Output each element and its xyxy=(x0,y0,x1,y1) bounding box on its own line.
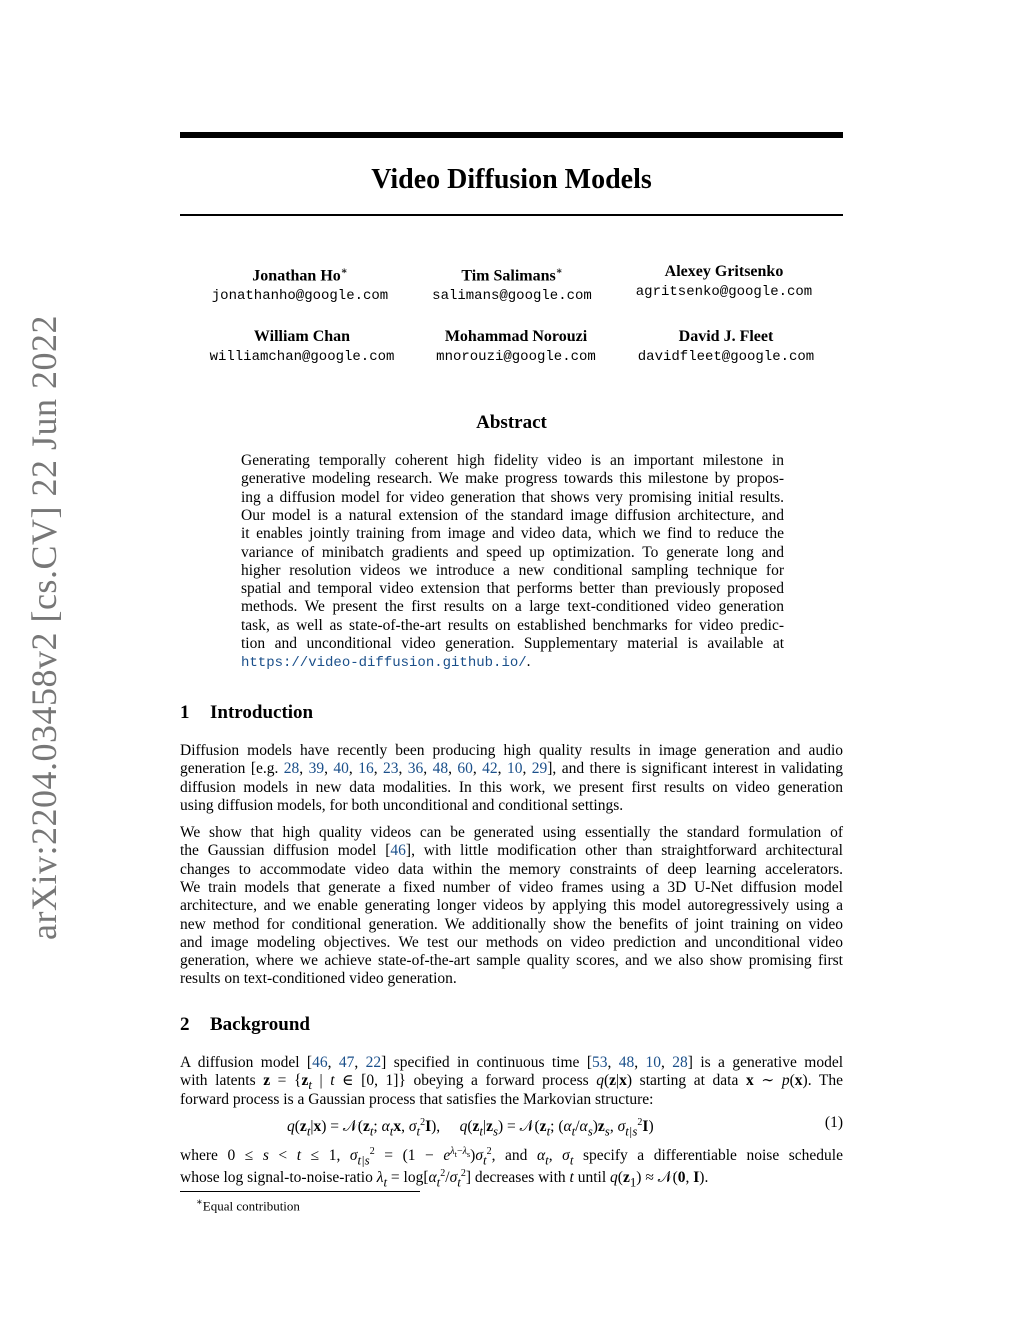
paper-title: Video Diffusion Models xyxy=(371,164,652,195)
citation-link[interactable]: 23 xyxy=(382,760,399,778)
body-line: new method for conditional generation. We additionally show the benefits of joint training on video xyxy=(180,915,843,933)
author-email: mnorouzi@google.com xyxy=(436,349,596,365)
author-name: William Chan xyxy=(253,328,351,345)
citation-link[interactable]: 53 xyxy=(591,1054,608,1071)
body-line: forward process is a Gaussian process that satisfies the Markovian structure: xyxy=(180,1090,654,1108)
author-name: Alexey Gritsenko xyxy=(664,263,784,280)
abstract-line: spatial and temporal video extension that performs better than previously proposed xyxy=(241,580,784,598)
abstract-line: ing a diffusion model for video generation that shows very promising initial results. xyxy=(241,488,784,506)
body-line: diffusion models in new data modalities. In this work, we present first results on video generation xyxy=(180,778,843,796)
author-name: Jonathan Ho∗ xyxy=(252,266,348,285)
footnote: ∗Equal contribution xyxy=(196,1197,300,1214)
body-line: We train models that generate a fixed number of video frames using a 3D U-Net diffusion model xyxy=(180,878,843,896)
citation-link[interactable]: 40 xyxy=(333,760,349,778)
author-email: jonathanho@google.com xyxy=(211,288,389,305)
body-line: Diffusion models have recently been producing high quality results in image generation and audio xyxy=(180,742,843,759)
equation-expression: $q(z_t|x)$ = $𝒩(z_t$; $\alpha_tx$, $\sigma_t^2I$), $q(z_t|z_s)$ = $𝒩(z_t$; $(\alpha_t/\alpha_s)z_s$, $\sigma_{t|s}^2I$) xyxy=(287,1117,654,1139)
author-name: Tim Salimans∗ xyxy=(461,266,563,285)
section-heading-introduction: 1 Introduction xyxy=(180,702,314,723)
body-line: the Gaussian diffusion model [46], with little modification other than straightforward architectural xyxy=(180,842,843,860)
author-name: Mohammad Norouzi xyxy=(444,328,588,345)
citation-link[interactable]: 10 xyxy=(506,760,523,778)
body-line: generation [e.g. 28, 39, 40, 16, 23, 36, 48, 60, 42, 10, 29], and there is significant interest in validating xyxy=(180,760,844,778)
citation-link[interactable]: 36 xyxy=(407,760,424,778)
citation-link[interactable]: 28 xyxy=(672,1054,688,1071)
supplementary-link[interactable]: https://video-diffusion.github.io/ xyxy=(241,655,527,672)
author-block xyxy=(596,327,856,367)
citation-link[interactable]: 46 xyxy=(312,1054,328,1071)
footnote-rule xyxy=(180,1191,420,1192)
author-email: williamchan@google.com xyxy=(209,349,395,365)
abstract-heading: Abstract xyxy=(476,412,547,433)
citation-link[interactable]: 47 xyxy=(338,1054,355,1071)
section-heading-background: 2 Background xyxy=(180,1014,310,1035)
abstract-line: generative modeling research. We make progress towards this milestone by propos- xyxy=(241,470,784,488)
citation-link[interactable]: 42 xyxy=(482,760,498,778)
abstract-line: tion and unconditional video generation. Supplementary material is available at xyxy=(241,635,784,652)
citation-link[interactable]: 29 xyxy=(531,760,548,778)
body-line: and image modeling objectives. We test our methods on video prediction and unconditional video xyxy=(180,933,843,951)
arxiv-identifier: arXiv:2204.03458v2 [cs.CV] 22 Jun 2022 xyxy=(24,315,64,940)
body-line: whose log signal-to-noise-ratio $\lambda_t = \log[\alpha_t^2/\sigma_t^2]$ decreases with t until $q(z_1)$ ≈ 𝒩(0, I). xyxy=(180,1168,709,1190)
body-line: architecture, and we enable generating longer videos by applying this model autoregressively using a xyxy=(180,897,843,915)
body-line: with latents $z = \{z_t$ | t ∈ [0, 1]} obeying a forward process q(z|x) starting at data x ∼ p(x). The xyxy=(180,1072,843,1093)
citation-link[interactable]: 46 xyxy=(390,842,406,860)
abstract-line: methods. We present the first results on a large text-conditioned video generation xyxy=(241,598,784,616)
equation-number: (1) xyxy=(824,1114,843,1131)
body-line: changes to accommodate video data within the memory constraints of deep learning accelerators. xyxy=(180,860,843,878)
body-line: using diffusion models, for both unconditional and conditional settings. xyxy=(180,796,624,814)
abstract-line: higher resolution videos we introduce a new conditional sampling technique for xyxy=(241,561,784,579)
body-line: results on text-conditioned video generation. xyxy=(180,970,457,988)
author-email: salimans@google.com xyxy=(432,288,592,305)
citation-link[interactable]: 22 xyxy=(365,1054,382,1071)
abstract-line: Generating temporally coherent high fidelity video is an important milestone in xyxy=(241,452,784,469)
citation-link[interactable]: 48 xyxy=(618,1054,635,1071)
author-name: David J. Fleet xyxy=(678,328,774,345)
body-line: where 0 ≤ s < t ≤ 1, $\sigma_{t|s}^2 = (1 - e^{\lambda_t-\lambda_s})\sigma_t^2$, and $\alpha_t$, $\sigma_t$ specify a differentiable noise schedule xyxy=(180,1146,843,1168)
author-email: davidfleet@google.com xyxy=(637,349,815,365)
abstract-line: task, as well as state-of-the-art results on established benchmarks for video predic- xyxy=(241,616,784,634)
abstract-line: https://video-diffusion.github.io/. xyxy=(241,653,531,672)
body-line: A diffusion model [46, 47, 22] specified in continuous time [53, 48, 10, 28] is a generative model xyxy=(180,1054,844,1071)
title-rule-top xyxy=(180,132,843,138)
author-email: agritsenko@google.com xyxy=(635,284,813,300)
citation-link[interactable]: 10 xyxy=(645,1054,662,1071)
abstract-line: it enables jointly training from image and video data, which we find to reduce the xyxy=(241,525,784,543)
citation-link[interactable]: 60 xyxy=(457,760,473,778)
abstract-line: variance of minibatch gradients and speed up optimization. To generate long and xyxy=(241,543,784,561)
abstract-line: Our model is a natural extension of the standard image diffusion architecture, and xyxy=(241,506,784,524)
citation-link[interactable]: 39 xyxy=(308,760,325,778)
body-line: We show that high quality videos can be generated using essentially the standard formulation of xyxy=(180,824,843,841)
citation-link[interactable]: 48 xyxy=(432,760,449,778)
author-block xyxy=(594,262,854,302)
body-line: generation, where we achieve state-of-the-art sample quality scores, and we also show promising first xyxy=(180,952,843,970)
citation-link[interactable]: 16 xyxy=(358,760,374,778)
title-rule-bottom xyxy=(180,214,843,216)
citation-link[interactable]: 28 xyxy=(283,760,300,778)
